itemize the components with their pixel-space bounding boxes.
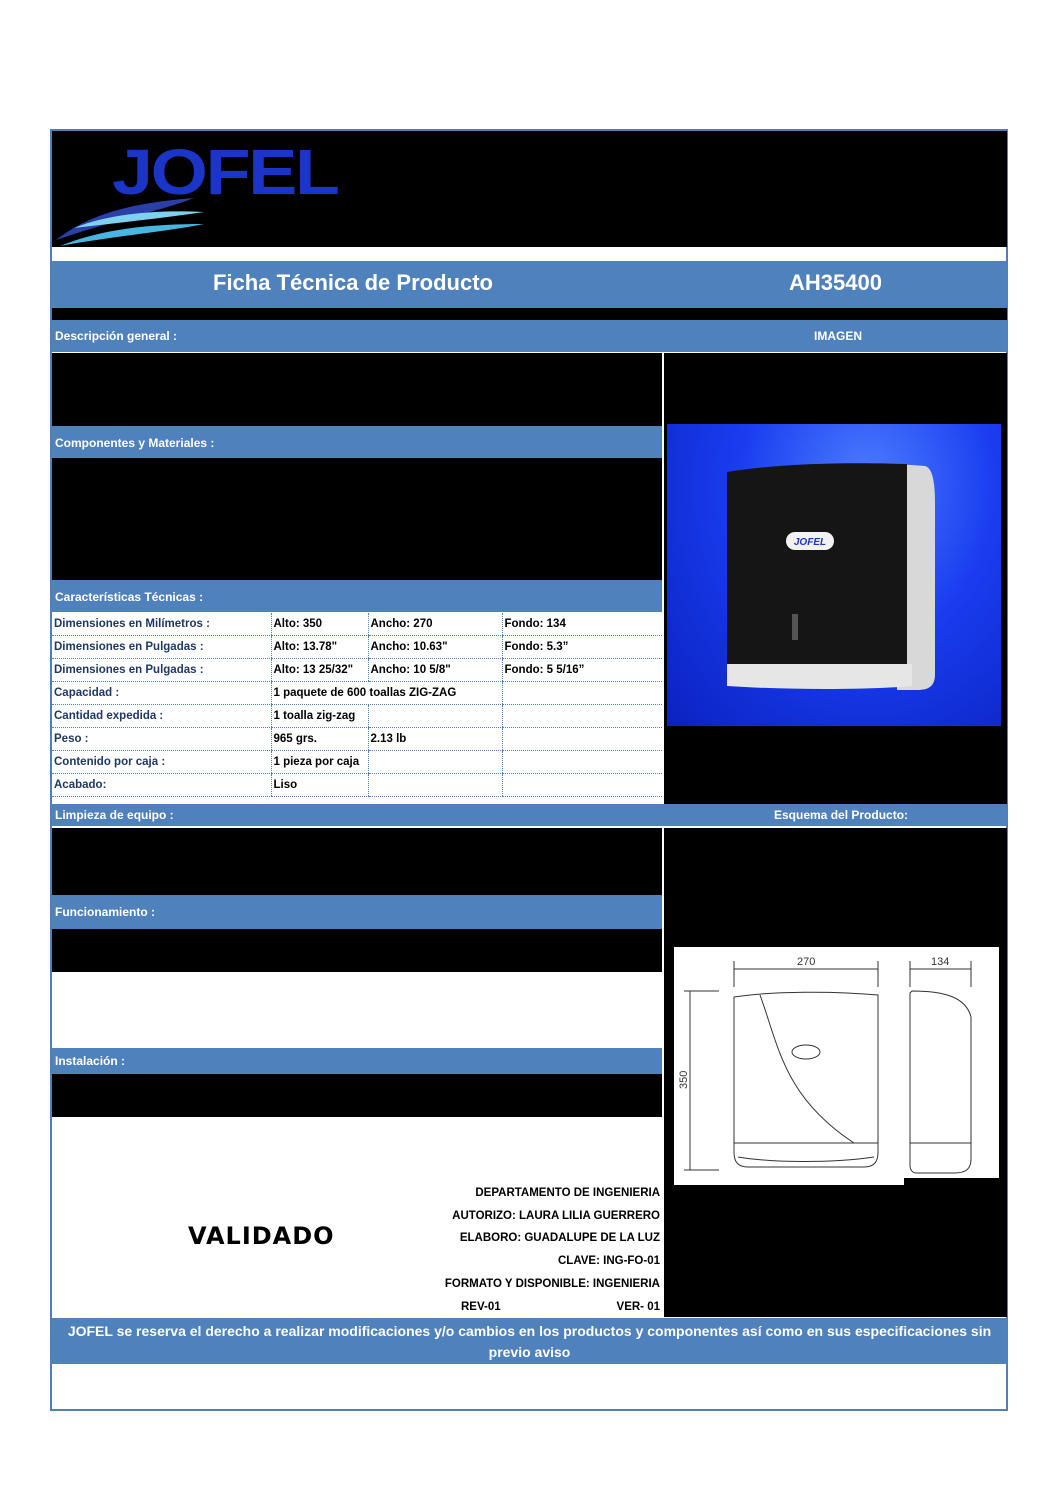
description-body [52, 353, 662, 426]
spec-label: Dimensiones en Milímetros : [52, 613, 271, 636]
spec-value: Ancho: 10 5/8" [368, 659, 502, 682]
spec-value: 2.13 lb [368, 728, 502, 751]
table-row [52, 705, 662, 728]
spec-label: Capacidad : [52, 682, 271, 705]
spec-value: Alto: 13.78" [271, 636, 368, 659]
page-title: Ficha Técnica de Producto [213, 270, 493, 295]
table-row [52, 774, 662, 797]
spec-value [368, 705, 502, 728]
spec-value [368, 774, 502, 797]
schema-footer-band [904, 1178, 1007, 1186]
dispenser-badge-text: JOFEL [793, 537, 827, 548]
disclaimer-text: JOFEL se reserva el derecho a realizar modificaciones y/o cambios en los productos y componentes así como en sus especificaciones sin previo aviso [67, 1323, 992, 1360]
spec-value [502, 728, 662, 751]
schema-front-outline [734, 992, 878, 1167]
spec-value [502, 705, 662, 728]
schema-depth-label: 134 [931, 956, 950, 968]
description-label: Descripción general : [55, 329, 178, 343]
dispenser-body [727, 463, 907, 664]
spec-value: 1 paquete de 600 toallas ZIG-ZAG [271, 682, 502, 705]
spec-label: Cantidad expedida : [52, 705, 271, 728]
dispenser-base [727, 664, 912, 689]
operation-body [52, 929, 662, 972]
dispenser-slot [792, 614, 798, 640]
schema-badge-outline [792, 1045, 820, 1059]
spec-label: Dimensiones en Pulgadas : [52, 636, 271, 659]
schema-front-curve [760, 995, 854, 1143]
authorized-line: AUTORIZO: LAURA LILIA GUERRERO [452, 1210, 660, 1222]
table-row [52, 613, 662, 636]
spec-value: Ancho: 10.63" [368, 636, 502, 659]
cleaning-body [52, 828, 662, 895]
installation-label: Instalación : [55, 1054, 126, 1068]
image-label: IMAGEN [814, 329, 862, 343]
installation-header [52, 1048, 662, 1074]
schema-height-label: 350 [678, 1070, 690, 1089]
logo-wordmark: JOFEL [112, 136, 338, 208]
table-row [52, 728, 662, 751]
product-photo [667, 424, 1001, 726]
specs-table [52, 613, 662, 797]
table-row [52, 751, 662, 774]
validated-stamp: VALIDADO [188, 1222, 335, 1250]
title-band [52, 308, 1007, 320]
spec-label: Dimensiones en Pulgadas : [52, 659, 271, 682]
product-model: AH35400 [789, 270, 882, 295]
rev-line: REV-01 [461, 1301, 501, 1313]
spec-value: 1 pieza por caja [271, 751, 368, 774]
spec-value [502, 751, 662, 774]
table-row [52, 659, 662, 682]
spec-value: Alto: 13 25/32" [271, 659, 368, 682]
schema-side-outline [910, 991, 971, 1173]
spec-label: Acabado: [52, 774, 271, 797]
schema-label: Esquema del Producto: [774, 808, 909, 822]
spec-value: Fondo: 5 5/16” [502, 659, 662, 682]
spec-label: Peso : [52, 728, 271, 751]
operation-label: Funcionamiento : [55, 905, 155, 919]
spec-value: Fondo: 5.3” [502, 636, 662, 659]
spec-value: Alto: 350 [271, 613, 368, 636]
spec-value [502, 682, 662, 705]
department-line: DEPARTAMENTO DE INGENIERIA [475, 1187, 660, 1199]
characteristics-label: Características Técnicas : [55, 590, 204, 604]
spec-value: Liso [271, 774, 368, 797]
spec-value: 1 toalla zig-zag [271, 705, 368, 728]
spec-value [368, 751, 502, 774]
spec-value: Fondo: 134 [502, 613, 662, 636]
product-schema [674, 947, 999, 1185]
prepared-line: ELABORO: GUADALUPE DE LA LUZ [459, 1232, 660, 1244]
installation-body [52, 1074, 662, 1117]
components-body [52, 458, 662, 580]
cleaning-label: Limpieza de equipo : [55, 808, 174, 822]
ver-line: VER- 01 [616, 1301, 660, 1313]
schema-width-label: 270 [797, 956, 816, 968]
dispenser-badge [786, 532, 834, 550]
spec-label: Contenido por caja : [52, 751, 271, 774]
code-line: CLAVE: ING-FO-01 [557, 1255, 660, 1267]
spec-value: 965 grs. [271, 728, 368, 751]
spec-value [502, 774, 662, 797]
components-label: Componentes y Materiales : [55, 436, 215, 450]
table-row [52, 682, 662, 705]
format-line: FORMATO Y DISPONIBLE: INGENIERIA [444, 1278, 660, 1290]
schema-tray [738, 1157, 874, 1162]
table-row [52, 636, 662, 659]
spec-value: Ancho: 270 [368, 613, 502, 636]
description-header [52, 320, 1007, 352]
